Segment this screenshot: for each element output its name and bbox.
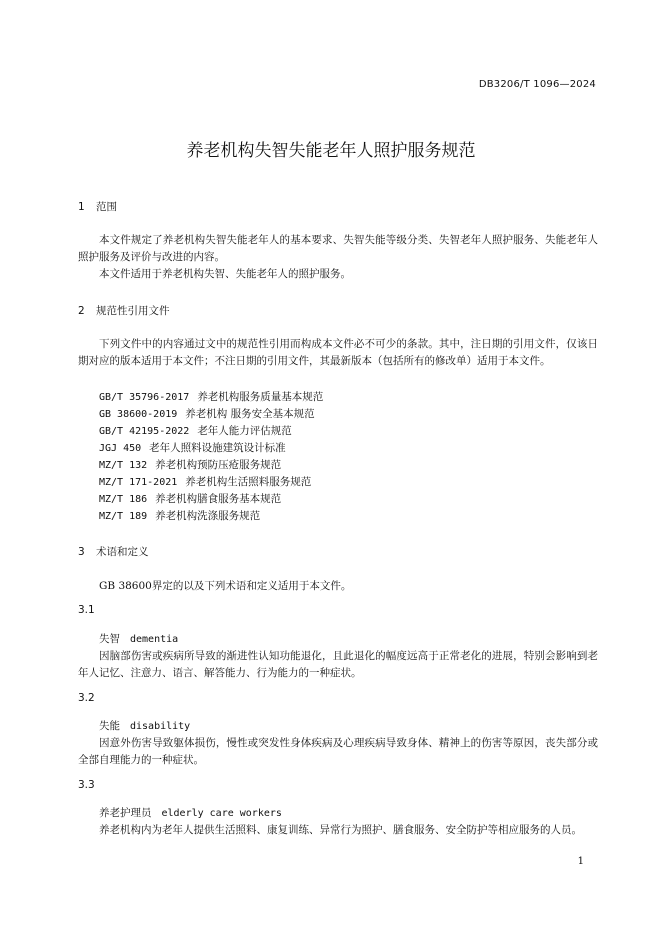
paragraph: 下列文件中的内容通过文中的规范性引用而构成本文件必不可少的条款。其中，注日期的引用文件，仅该日期对应的版本适用于本文件；不注日期的引用文件，其最新版本（包括所有的修改单）适用于本文件。 [78,338,598,367]
section-title: 范围 [96,201,117,213]
reference-item [99,440,286,455]
term-number: 3.1 [78,604,95,616]
section-number: 2 [78,305,85,317]
reference-item [99,457,281,472]
reference-code: GB/T 35796-2017 [99,392,190,403]
section-title: 术语和定义 [96,546,149,558]
reference-code: GB 38600-2019 [99,409,178,420]
section-2-heading [78,303,170,318]
term-number: 3.2 [78,692,95,704]
paragraph: 本文件适用于养老机构失智、失能老年人的照护服务。 [99,268,351,280]
reference-item [99,474,311,489]
reference-item [99,423,292,438]
reference-item [99,508,260,523]
section-title: 规范性引用文件 [96,305,170,317]
term-number: 3.3 [78,779,95,791]
section-3-heading [78,544,149,559]
paragraph: 本文件规定了养老机构失智失能老年人的基本要求、失智失能等级分类、失智老年人照护服务、失能老年人照护服务及评价与改进的内容。 [78,234,598,263]
reference-title: 养老机构服务质量基本规范 [197,391,324,403]
term-cn: 失能 [99,720,120,732]
term-en: disability [130,721,191,732]
reference-title: 养老机构膳食服务基本规范 [155,493,282,505]
term-definition: 因脑部伤害或疾病所导致的渐进性认知功能退化，且此退化的幅度远高于正常老化的进展，特别会影响到老年人记忆、注意力、语言、解答能力、行为能力的一种症状。 [78,650,598,679]
reference-title: 养老机构洗涤服务规范 [155,510,261,522]
term-entry [99,631,178,646]
reference-title: 养老机构 服务安全基本规范 [185,408,315,420]
reference-code: MZ/T 189 [99,511,148,522]
reference-title: 老年人能力评估规范 [197,425,292,437]
paragraph: GB 38600界定的以及下列术语和定义适用于本文件。 [99,580,352,592]
page-number: 1 [577,856,584,867]
section-number: 3 [78,546,85,558]
reference-title: 养老机构生活照料服务规范 [185,476,312,488]
term-entry [99,805,282,820]
term-definition: 因意外伤害导致躯体损伤，慢性或突发性身体疾病及心理疾病导致身体、精神上的伤害等原因，丧失部分或全部自理能力的一种症状。 [78,737,598,766]
section-number: 1 [78,201,85,213]
term-en: dementia [130,634,179,645]
reference-code: MZ/T 132 [99,460,148,471]
term-cn: 失智 [99,633,120,645]
standard-code: DB3206/T 1096—2024 [478,79,596,90]
reference-code: MZ/T 186 [99,494,148,505]
term-en: elderly care workers [161,808,282,819]
reference-code: GB/T 42195-2022 [99,426,190,437]
reference-item [99,389,323,404]
section-1-heading [78,199,117,214]
term-entry [99,718,190,733]
reference-item [99,491,281,506]
term-cn: 养老护理员 [99,807,152,819]
reference-code: MZ/T 171-2021 [99,477,178,488]
reference-title: 养老机构预防压疮服务规范 [155,459,282,471]
reference-title: 老年人照料设施建筑设计标准 [149,442,286,454]
reference-item [99,406,315,421]
term-definition: 养老机构内为老年人提供生活照料、康复训练、异常行为照护、膳食服务、安全防护等相应服务的人员。 [99,824,582,836]
reference-code: JGJ 450 [99,443,142,454]
document-title: 养老机构失智失能老年人照护服务规范 [186,141,476,161]
